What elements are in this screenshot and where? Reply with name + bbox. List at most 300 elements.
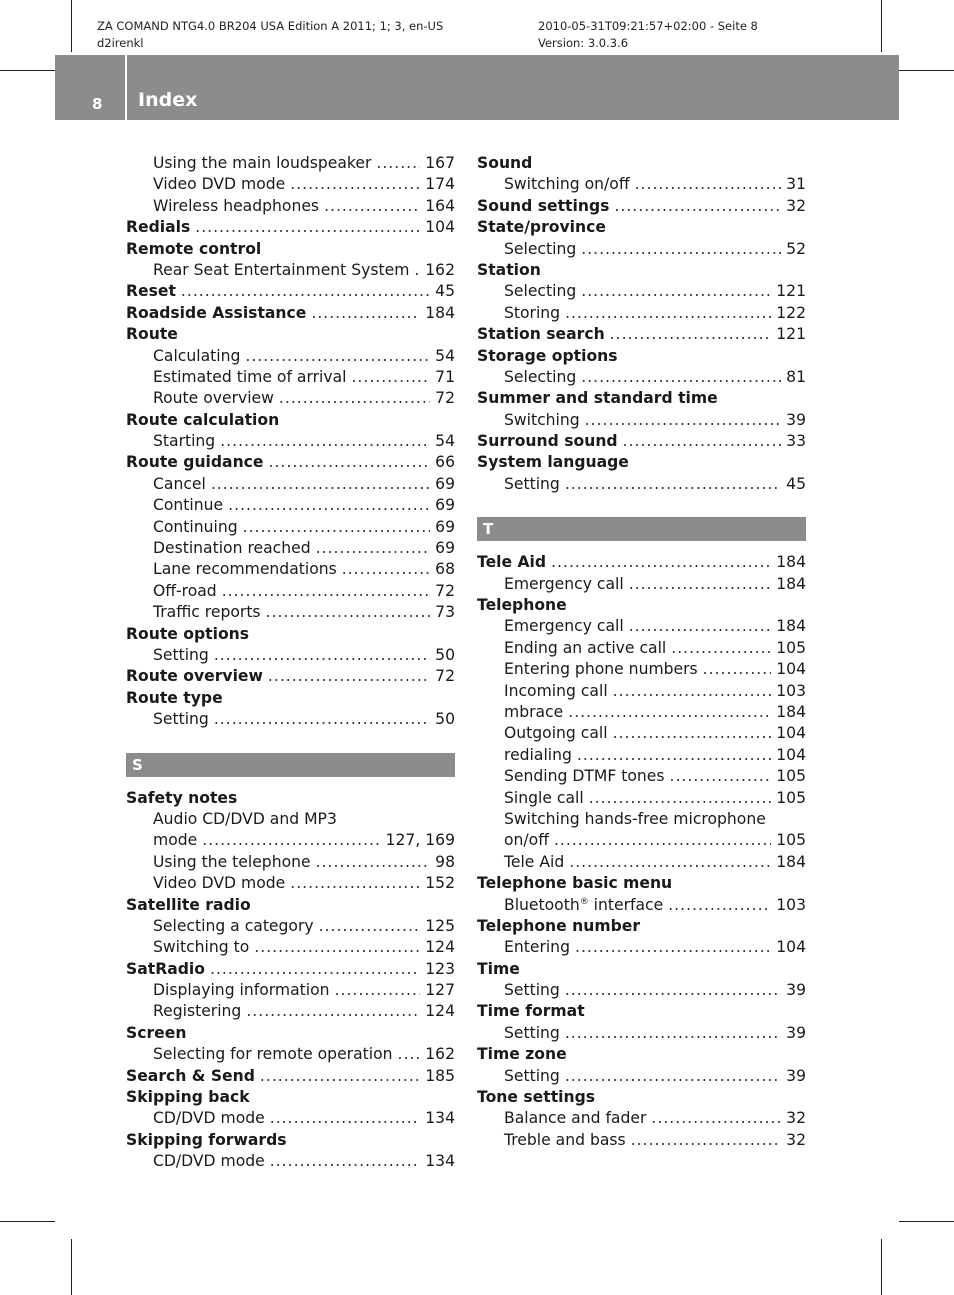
entry-label: Route calculation — [126, 410, 280, 429]
entry-label: SatRadio — [126, 959, 205, 978]
entry-label: Route overview — [153, 389, 274, 408]
page-reference[interactable]: 104 — [425, 218, 455, 237]
entry-label: Continue — [153, 496, 224, 515]
index-subentry[interactable] — [126, 153, 455, 174]
leader-dots — [565, 474, 781, 495]
index-subentry[interactable] — [126, 709, 455, 730]
page-reference[interactable]: 104 — [776, 660, 806, 679]
meta-author: d2irenkl — [97, 36, 144, 50]
entry-label: Registering — [153, 1002, 242, 1021]
index-subentry[interactable] — [477, 638, 806, 659]
index-entry — [477, 260, 806, 281]
index-subentry[interactable] — [126, 474, 455, 495]
page-reference[interactable]: 69 — [435, 474, 455, 493]
meta-document-id: ZA COMAND NTG4.0 BR204 USA Edition A 2011; 1; 3, en-US — [97, 19, 444, 33]
leader-dots — [631, 1130, 781, 1151]
entry-label: Using the telephone — [153, 852, 311, 871]
page-reference[interactable]: 81 — [786, 367, 806, 386]
index-entry — [477, 959, 806, 980]
leader-dots — [268, 666, 430, 687]
leader-dots — [220, 431, 430, 452]
index-entry — [477, 595, 806, 616]
index-subentry[interactable] — [477, 852, 806, 873]
index-subentry[interactable] — [126, 1001, 455, 1022]
index-subentry[interactable] — [126, 1044, 455, 1065]
page-reference[interactable]: 124 — [425, 938, 455, 957]
entry-label: Estimated time of arrival — [153, 367, 347, 386]
page-reference[interactable]: 162 — [425, 1045, 455, 1064]
entry-label: Remote control — [126, 239, 262, 258]
index-entry[interactable] — [126, 1066, 455, 1087]
page-reference[interactable]: 50 — [435, 645, 455, 664]
page-reference[interactable]: 69 — [435, 539, 455, 558]
leader-dots — [214, 645, 430, 666]
entry-label: Switching — [504, 410, 580, 429]
leader-dots — [398, 1044, 421, 1065]
crop-mark — [881, 0, 882, 52]
index-entry — [477, 916, 806, 937]
entry-label: Starting — [153, 432, 216, 451]
page-reference[interactable]: 121 — [776, 282, 806, 301]
index-entry[interactable] — [126, 281, 455, 302]
entry-label: Video DVD mode — [153, 874, 286, 893]
index-subentry[interactable] — [477, 574, 806, 595]
index-subentry[interactable] — [477, 766, 806, 787]
leader-dots — [575, 937, 771, 958]
entry-label: Surround sound — [477, 432, 618, 451]
page-reference[interactable]: 39 — [786, 981, 806, 1000]
page-reference[interactable]: 174 — [425, 175, 455, 194]
page-reference[interactable]: 184 — [776, 574, 806, 593]
leader-dots — [577, 745, 771, 766]
page-reference[interactable]: 164 — [425, 196, 455, 215]
entry-label: Displaying information — [153, 981, 330, 1000]
page-reference[interactable]: 184 — [776, 702, 806, 721]
entry-label: Storing — [504, 303, 561, 322]
page-reference[interactable]: 68 — [435, 560, 455, 579]
index-subentry[interactable] — [477, 681, 806, 702]
page-reference[interactable]: 123 — [425, 959, 455, 978]
entry-label: System language — [477, 453, 629, 472]
page-reference[interactable]: 184 — [425, 303, 455, 322]
leader-dots — [581, 281, 771, 302]
leader-dots — [351, 367, 430, 388]
leader-dots — [311, 303, 420, 324]
page-reference[interactable]: 167 — [425, 154, 455, 172]
index-entry — [126, 788, 455, 809]
leader-dots — [614, 196, 781, 217]
entry-label: mbrace — [504, 702, 564, 721]
index-subentry[interactable] — [126, 196, 455, 217]
page-reference[interactable]: 134 — [425, 1152, 455, 1171]
entry-label: Switching to — [153, 938, 250, 957]
leader-dots — [668, 895, 771, 916]
page-reference[interactable]: 124 — [425, 1002, 455, 1021]
leader-dots — [703, 659, 772, 680]
leader-dots — [260, 1066, 420, 1087]
page-reference[interactable]: 54 — [435, 432, 455, 451]
page-reference[interactable]: 134 — [425, 1109, 455, 1128]
registered-mark: ® — [579, 896, 589, 907]
index-subentry[interactable] — [477, 788, 806, 809]
index-entry[interactable] — [477, 431, 806, 452]
page-reference[interactable]: 103 — [776, 895, 806, 914]
leader-dots — [319, 916, 421, 937]
entry-label: redialing — [504, 745, 572, 764]
index-column-right — [477, 153, 806, 1151]
page-reference[interactable]: 45 — [435, 282, 455, 301]
entry-label: Time format — [477, 1002, 585, 1021]
leader-dots — [246, 1001, 420, 1022]
index-entry — [477, 388, 806, 409]
leader-dots — [551, 552, 771, 573]
index-entry[interactable] — [477, 196, 806, 217]
page-reference[interactable]: 45 — [786, 474, 806, 493]
leader-dots — [554, 830, 771, 851]
page-reference[interactable]: 69 — [435, 517, 455, 536]
entry-label: on/off — [504, 831, 549, 850]
leader-dots — [629, 574, 772, 595]
index-subentry[interactable] — [126, 1108, 455, 1129]
entry-label: Single call — [504, 788, 584, 807]
leader-dots — [565, 1066, 781, 1087]
leader-dots — [581, 239, 781, 260]
page-reference[interactable]: 152 — [425, 874, 455, 893]
page-reference[interactable]: 72 — [435, 667, 455, 686]
leader-dots — [414, 260, 420, 281]
leader-dots — [202, 830, 380, 851]
crop-mark — [899, 70, 954, 71]
index-subentry[interactable] — [126, 1151, 455, 1172]
index-entry[interactable] — [477, 324, 806, 345]
entry-label: Treble and bass — [504, 1130, 626, 1149]
index-subentry[interactable] — [126, 830, 455, 851]
index-subentry[interactable] — [477, 367, 806, 388]
page-reference[interactable]: 104 — [776, 745, 806, 764]
index-subentry[interactable] — [126, 538, 455, 559]
page-reference[interactable]: 73 — [435, 603, 455, 622]
entry-label: Time — [477, 959, 520, 978]
leader-dots — [181, 281, 430, 302]
index-subentry[interactable] — [477, 895, 806, 916]
section-header: T — [477, 517, 806, 541]
index-subentry[interactable] — [477, 474, 806, 495]
leader-dots — [270, 1108, 420, 1129]
page-reference[interactable]: 39 — [786, 410, 806, 429]
leader-dots — [228, 495, 430, 516]
index-entry — [477, 1044, 806, 1065]
index-subentry[interactable] — [126, 852, 455, 873]
entry-label: Setting — [504, 1066, 560, 1085]
entry-label: Emergency call — [504, 574, 624, 593]
index-entry[interactable] — [126, 666, 455, 687]
entry-label: Telephone basic menu — [477, 874, 673, 893]
page-reference[interactable]: 71 — [435, 367, 455, 386]
index-subentry[interactable] — [477, 616, 806, 637]
leader-dots — [629, 616, 772, 637]
page-reference[interactable]: 105 — [776, 767, 806, 786]
index-subentry — [126, 809, 455, 830]
page-reference[interactable]: 31 — [786, 175, 806, 194]
entry-label: Storage options — [477, 346, 618, 365]
entry-label: Skipping forwards — [126, 1130, 287, 1149]
page-reference[interactable]: 66 — [435, 453, 455, 472]
entry-label: Station — [477, 260, 541, 279]
crop-mark — [0, 1221, 55, 1222]
leader-dots — [266, 602, 431, 623]
index-entry — [477, 346, 806, 367]
entry-label: Rear Seat Entertainment System — [153, 260, 410, 279]
entry-label: Safety notes — [126, 788, 238, 807]
index-entry — [126, 895, 455, 916]
leader-dots — [565, 1023, 781, 1044]
entry-label: Route overview — [126, 667, 263, 686]
index-subentry[interactable] — [477, 702, 806, 723]
index-subentry[interactable] — [126, 916, 455, 937]
entry-label: Wireless headphones — [153, 196, 320, 215]
page-reference[interactable]: 162 — [425, 260, 455, 279]
entry-label: Selecting for remote operation — [153, 1045, 393, 1064]
index-subentry[interactable] — [126, 517, 455, 538]
index-entry — [477, 1087, 806, 1108]
leader-dots — [222, 581, 430, 602]
index-subentry[interactable] — [477, 830, 806, 851]
leader-dots — [316, 538, 431, 559]
leader-dots — [243, 517, 431, 538]
entry-label: Outgoing call — [504, 724, 608, 743]
page-reference[interactable]: 32 — [786, 1109, 806, 1128]
page-reference[interactable]: 69 — [435, 496, 455, 515]
entry-label: Roadside Assistance — [126, 303, 307, 322]
index-subentry[interactable] — [477, 659, 806, 680]
crop-mark — [71, 1239, 72, 1295]
index-subentry[interactable] — [126, 937, 455, 958]
leader-dots — [214, 709, 430, 730]
entry-label: Bluetooth® interface — [504, 895, 664, 914]
entry-label: Traffic reports — [153, 603, 261, 622]
leader-dots — [671, 638, 771, 659]
leader-dots — [589, 788, 772, 809]
entry-label: Route options — [126, 624, 250, 643]
index-subentry[interactable] — [477, 281, 806, 302]
index-entry — [126, 1087, 455, 1108]
index-subentry[interactable] — [477, 174, 806, 195]
page-reference[interactable]: 72 — [435, 389, 455, 408]
page-reference[interactable]: 32 — [786, 1130, 806, 1149]
page-reference[interactable]: 98 — [435, 852, 455, 871]
page-reference[interactable]: 50 — [435, 710, 455, 729]
index-subentry[interactable] — [477, 937, 806, 958]
page-reference[interactable]: 127, 169 — [385, 831, 455, 850]
leader-dots — [270, 1151, 420, 1172]
entry-label: CD/DVD mode — [153, 1152, 265, 1171]
page-reference[interactable]: 105 — [776, 831, 806, 850]
page-reference[interactable]: 39 — [786, 1023, 806, 1042]
entry-label: Selecting — [504, 239, 577, 258]
entry-label: Satellite radio — [126, 895, 251, 914]
leader-dots — [651, 1108, 781, 1129]
index-entry[interactable] — [126, 303, 455, 324]
index-subentry[interactable] — [126, 602, 455, 623]
index-subentry[interactable] — [477, 1066, 806, 1087]
index-subentry[interactable] — [126, 559, 455, 580]
index-entry — [477, 153, 806, 174]
entry-label: Summer and standard time — [477, 389, 718, 408]
leader-dots — [290, 873, 420, 894]
index-entry — [477, 217, 806, 238]
header-divider — [125, 55, 127, 120]
entry-label: Route guidance — [126, 453, 264, 472]
entry-label: Cancel — [153, 474, 206, 493]
index-entry[interactable] — [126, 959, 455, 980]
entry-label: Sending DTMF tones — [504, 767, 665, 786]
index-entry — [477, 452, 806, 473]
index-subentry[interactable] — [126, 431, 455, 452]
index-entry[interactable] — [126, 217, 455, 238]
entry-label: Tele Aid — [504, 852, 565, 871]
page-reference[interactable]: 54 — [435, 346, 455, 365]
index-entry — [126, 239, 455, 260]
index-entry — [126, 1130, 455, 1151]
entry-label: Reset — [126, 282, 176, 301]
entry-label: Setting — [504, 474, 560, 493]
print-meta-right — [538, 18, 758, 52]
index-subentry[interactable] — [126, 346, 455, 367]
index-subentry[interactable] — [126, 174, 455, 195]
leader-dots — [568, 702, 771, 723]
index-subentry[interactable] — [477, 1108, 806, 1129]
page-reference[interactable]: 32 — [786, 196, 806, 215]
entry-label: Setting — [153, 645, 209, 664]
index-subentry[interactable] — [126, 367, 455, 388]
page-reference[interactable]: 39 — [786, 1066, 806, 1085]
index-entry — [126, 1023, 455, 1044]
page-reference[interactable]: 72 — [435, 581, 455, 600]
entry-label: Using the main loudspeaker — [153, 154, 372, 172]
leader-dots — [211, 474, 430, 495]
entry-label: Switching on/off — [504, 175, 630, 194]
index-subentry[interactable] — [126, 495, 455, 516]
entry-label: Selecting — [504, 282, 577, 301]
page-reference[interactable]: 184 — [776, 852, 806, 871]
meta-timestamp: 2010-05-31T09:21:57+02:00 - Seite 8 — [538, 19, 758, 33]
index-subentry[interactable] — [126, 388, 455, 409]
entry-label: CD/DVD mode — [153, 1109, 265, 1128]
page-reference[interactable]: 52 — [786, 239, 806, 258]
page-reference[interactable]: 121 — [776, 325, 806, 344]
index-subentry[interactable] — [477, 410, 806, 431]
index-subentry[interactable] — [477, 980, 806, 1001]
index-subentry[interactable] — [126, 260, 455, 281]
index-subentry[interactable] — [126, 645, 455, 666]
meta-version: Version: 3.0.3.6 — [538, 36, 629, 50]
entry-label: Time zone — [477, 1045, 567, 1064]
page-reference[interactable]: 184 — [776, 617, 806, 636]
entry-label: Audio CD/DVD and MP3 — [153, 809, 337, 828]
page-reference[interactable]: 105 — [776, 788, 806, 807]
entry-label: Sound settings — [477, 196, 610, 215]
page-reference[interactable]: 125 — [425, 916, 455, 935]
crop-mark — [71, 0, 72, 52]
index-subentry[interactable] — [477, 1023, 806, 1044]
entry-label: Calculating — [153, 346, 241, 365]
index-entry[interactable] — [126, 452, 455, 473]
leader-dots — [195, 217, 420, 238]
index-column-left — [126, 153, 455, 1173]
page-reference[interactable]: 104 — [776, 724, 806, 743]
page-reference[interactable]: 184 — [776, 553, 806, 572]
index-subentry[interactable] — [477, 745, 806, 766]
entry-label: Continuing — [153, 517, 238, 536]
index-subentry[interactable] — [126, 873, 455, 894]
leader-dots — [324, 196, 420, 217]
entry-label: Destination reached — [153, 539, 311, 558]
entry-label: Station search — [477, 325, 605, 344]
index-subentry[interactable] — [126, 980, 455, 1001]
leader-dots — [585, 410, 781, 431]
entry-label: Telephone — [477, 596, 567, 615]
entry-label: Emergency call — [504, 617, 624, 636]
entry-label: Video DVD mode — [153, 175, 286, 194]
leader-dots — [613, 681, 772, 702]
index-entry[interactable] — [477, 552, 806, 573]
entry-label: Setting — [504, 1023, 560, 1042]
index-subentry[interactable] — [477, 303, 806, 324]
page-number: 8 — [92, 95, 103, 113]
page-reference[interactable]: 122 — [776, 303, 806, 322]
entry-label: Balance and fader — [504, 1109, 647, 1128]
entry-label: Tele Aid — [477, 553, 547, 572]
entry-label: Route type — [126, 688, 223, 707]
crop-mark — [0, 70, 55, 71]
entry-label: Entering — [504, 938, 570, 957]
page-reference[interactable]: 127 — [425, 981, 455, 1000]
entry-label: Ending an active call — [504, 638, 667, 657]
index-subentry[interactable] — [477, 239, 806, 260]
leader-dots — [623, 431, 782, 452]
entry-label: mode — [153, 831, 198, 850]
entry-label: Screen — [126, 1023, 187, 1042]
leader-dots — [569, 852, 771, 873]
entry-label: Skipping back — [126, 1088, 250, 1107]
entry-label: Search & Send — [126, 1066, 255, 1085]
index-subentry[interactable] — [477, 723, 806, 744]
index-entry — [126, 410, 455, 431]
leader-dots — [610, 324, 772, 345]
leader-dots — [279, 388, 430, 409]
leader-dots — [335, 980, 421, 1001]
leader-dots — [565, 303, 771, 324]
entry-label: Off-road — [153, 581, 217, 600]
entry-label: Entering phone numbers — [504, 660, 698, 679]
index-subentry[interactable] — [477, 1130, 806, 1151]
leader-dots — [290, 174, 420, 195]
index-entry — [477, 1001, 806, 1022]
page-reference[interactable]: 105 — [776, 638, 806, 657]
leader-dots — [269, 452, 431, 473]
index-subentry[interactable] — [126, 581, 455, 602]
page-reference[interactable]: 104 — [776, 938, 806, 957]
leader-dots — [565, 980, 781, 1001]
entry-label: Selecting a category — [153, 916, 314, 935]
page-reference[interactable]: 185 — [425, 1066, 455, 1085]
page-reference[interactable]: 33 — [786, 432, 806, 451]
entry-label: Route — [126, 325, 178, 344]
page-reference[interactable]: 103 — [776, 681, 806, 700]
print-meta-left — [97, 18, 443, 52]
leader-dots — [342, 559, 430, 580]
entry-label: State/province — [477, 218, 606, 237]
